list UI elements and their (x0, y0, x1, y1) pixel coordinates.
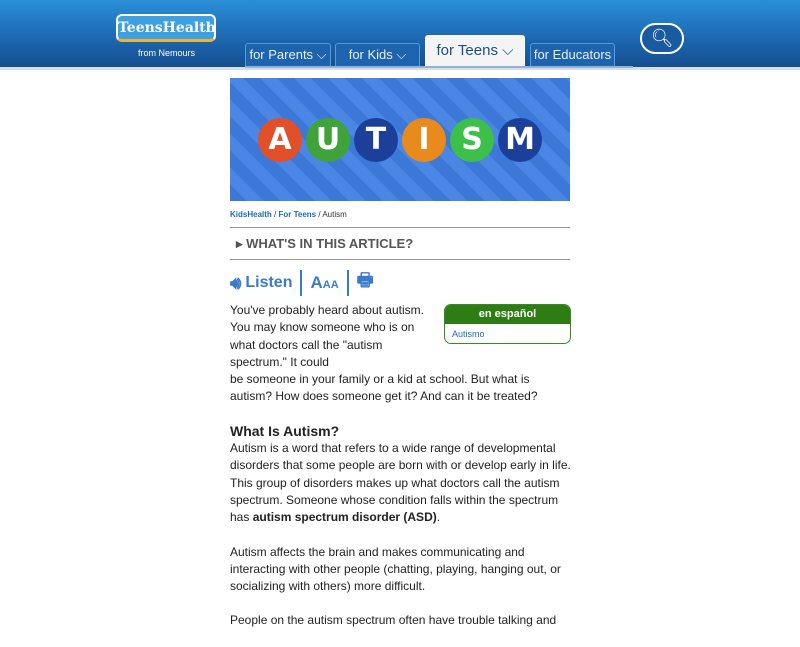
text: . (436, 510, 441, 525)
breadcrumb-current: Autism (322, 210, 347, 219)
breadcrumb-sep: / (271, 210, 279, 219)
tab-for-teens[interactable]: for Teens ⌵ (425, 35, 525, 67)
paragraph: People on the autism spectrum often have trouble talking and (230, 613, 557, 628)
bold-term: autism spectrum disorder (ASD) (252, 510, 437, 525)
banner-letter-u: U (306, 118, 350, 162)
teenshealth-logo[interactable]: TeensHealth (116, 14, 216, 42)
breadcrumb-sep: / (316, 210, 323, 219)
logo-subtitle: from Nemours (138, 48, 196, 58)
divider (230, 227, 570, 228)
en-espanol-title: en español (445, 305, 570, 324)
speaker-icon[interactable]: 🔊︎ (230, 272, 242, 293)
separator (347, 270, 349, 296)
tab-for-kids[interactable]: for Kids ⌵ (335, 43, 420, 67)
article-tools (230, 268, 374, 298)
breadcrumb (230, 210, 347, 219)
tab-for-parents[interactable]: for Parents ⌵ (245, 43, 331, 67)
section-heading: What Is Autism? (230, 422, 340, 439)
article-body (230, 302, 572, 647)
paragraph: Autism affects the brain and makes communicating and interacting with other people (chatting, playing, hanging out, or socializing with others) more difficult. (230, 544, 561, 594)
banner-letter-s: S (450, 118, 494, 162)
separator (300, 270, 302, 296)
site-header (0, 0, 800, 70)
font-size-small: AA (322, 279, 339, 291)
banner-letter-t: T (354, 118, 398, 162)
text: Autism is a word that refers to a wide range of developmental disorders that some people are born with or develop early in life. This group of disorders makes up what doctors call the autism spectrum. Someone whose condition falls within the spectrum has (230, 441, 571, 525)
autism-banner-image (230, 78, 570, 201)
divider (230, 259, 570, 260)
banner-letter-m: M (498, 118, 542, 162)
nav-divider (245, 66, 633, 68)
banner-letter-a: A (258, 118, 302, 162)
font-size-large: A (310, 273, 323, 292)
whats-in-article-toggle[interactable]: ▸ WHAT'S IN THIS ARTICLE? (236, 236, 414, 251)
intro-paragraph-cont: be someone in your family or a kid at school. But what is autism? How does someone get it? And can it be treated? (230, 372, 538, 404)
tab-for-educators[interactable]: for Educators (530, 43, 615, 67)
breadcrumb-kidshealth[interactable]: KidsHealth (230, 210, 272, 219)
paragraph (230, 440, 572, 526)
autismo-link[interactable]: Autismo (452, 329, 485, 339)
search-icon: 🔍︎ (650, 28, 674, 48)
listen-button[interactable]: Listen (245, 274, 293, 291)
breadcrumb-for-teens[interactable]: For Teens (278, 210, 317, 219)
search-button[interactable] (640, 23, 684, 54)
print-icon[interactable]: 🖶︎ (356, 270, 374, 290)
banner-letter-i: I (402, 118, 446, 162)
intro-paragraph: You've probably heard about autism. You may know someone who is on what doctors call the "autism spectrum." It could (230, 303, 424, 369)
font-size-button[interactable] (310, 273, 338, 293)
